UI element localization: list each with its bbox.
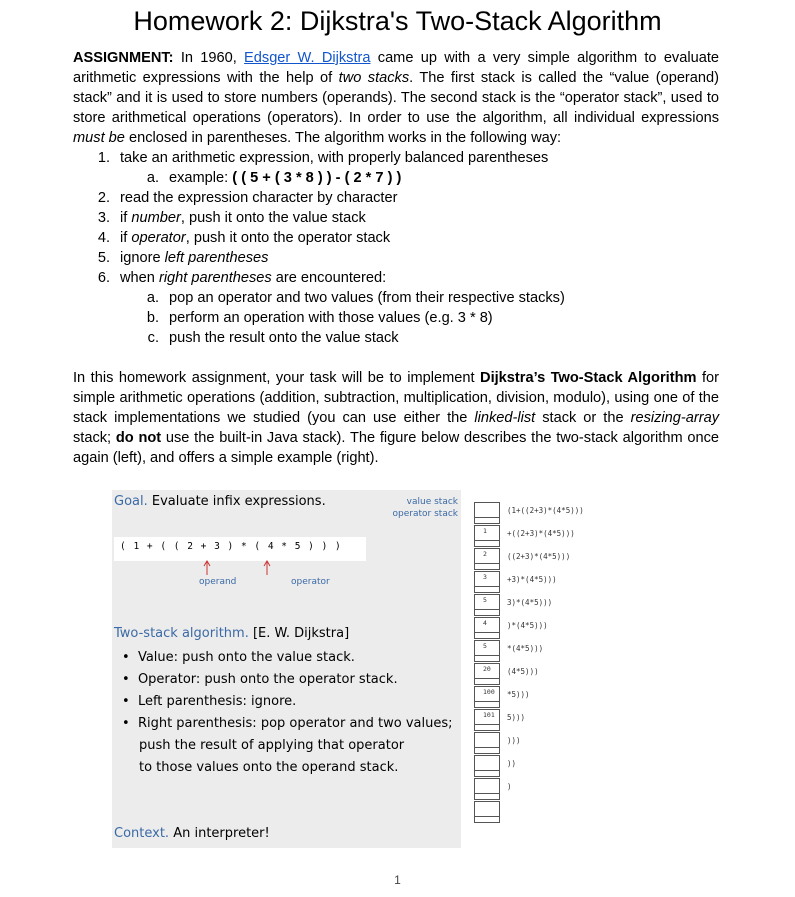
value-stack-box <box>474 778 500 794</box>
bullet-text: Operator: push onto the operator stack. <box>137 672 398 687</box>
example-label: example: <box>169 170 233 186</box>
list-number: b. <box>146 310 159 326</box>
list-text: perform an operation with those values (e.g. 3 * 8) <box>169 310 493 326</box>
page-title: Homework 2: Dijkstra's Two-Stack Algorithm <box>133 6 662 36</box>
bullet-item: • Right parenthesis: pop operator and two values; <box>122 716 453 731</box>
stack-value: 101 <box>483 711 495 719</box>
step-emphasis: number <box>131 210 181 226</box>
list-text: pop an operator and two values (from their respective stacks) <box>169 290 565 306</box>
trace-input: (4*5))) <box>507 667 539 676</box>
intro-text: In 1960, <box>173 50 245 66</box>
infix-expression: ( 1 + ( ( 2 + 3 ) * ( 4 * 5 ) ) ) <box>120 541 342 552</box>
step-text: , push it onto the value stack <box>180 210 366 226</box>
operator-stack-box <box>474 724 500 731</box>
stack-value: 20 <box>483 665 491 673</box>
list-number: c. <box>147 330 159 346</box>
goal-label: Goal. <box>114 494 148 509</box>
operator-stack-box <box>474 517 500 524</box>
bullet-item: • Operator: push onto the operator stack. <box>122 672 398 687</box>
list-number: 1. <box>97 150 110 166</box>
intro-text: enclosed in parentheses. The algorithm works in the following way: <box>124 130 562 146</box>
value-stack-box <box>474 502 500 518</box>
algo-credit: [E. W. Dijkstra] <box>252 626 350 641</box>
task-text: In this homework assignment, your task will be to implement <box>73 370 481 386</box>
trace-input: ))) <box>507 736 521 745</box>
value-stack-box <box>474 640 500 656</box>
operator-stack-box <box>474 540 500 547</box>
list-text: read the expression character by character <box>120 190 398 206</box>
value-stack-box <box>474 548 500 564</box>
bullet-text: Value: push onto the value stack. <box>137 650 355 665</box>
bullet-item: • Value: push onto the value stack. <box>122 650 355 665</box>
stack-value: 3 <box>483 573 487 581</box>
value-stack-box <box>474 801 500 817</box>
list-number: 2. <box>97 190 110 206</box>
step-text: if <box>120 230 132 246</box>
trace-input: 3)*(4*5))) <box>507 598 553 607</box>
trace-input: *5))) <box>507 690 530 699</box>
task-bold: do not <box>115 430 162 446</box>
operand-label: operand <box>199 577 237 587</box>
step-emphasis: right parentheses <box>158 270 272 286</box>
stack-value: 2 <box>483 550 487 558</box>
list-number: 5. <box>97 250 110 266</box>
stack-value: 4 <box>483 619 487 627</box>
operator-stack-box <box>474 678 500 685</box>
list-number: 4. <box>97 230 110 246</box>
intro-text: . The first stack is called the “value (operand) stack” and it is used to store numbers (operands). The second stack is the “operator stack”, used to store arithmetical operations (operators). In order to use the algorithm, all individual expressions <box>73 70 720 126</box>
task-bold: Dijkstra’s Two-Stack Algorithm <box>480 370 697 386</box>
trace-input: (1+((2+3)*(4*5))) <box>507 506 584 515</box>
step-text: ignore <box>120 250 165 266</box>
algorithm-heading <box>114 626 349 641</box>
task-text: stack or the <box>535 410 631 426</box>
example-expression: ( ( 5 + ( 3 * 8 ) ) - ( 2 * 7 ) ) <box>232 170 402 186</box>
list-number: 6. <box>97 270 110 286</box>
list-number: 3. <box>97 210 110 226</box>
task-text: for simple arithmetic operations (addition, subtraction, multiplication, division, modulo), using one of the stack implementations we studied (you can use either the <box>73 370 719 426</box>
context-label: Context. <box>114 826 170 841</box>
bullet-text: Left parenthesis: ignore. <box>137 694 297 709</box>
task-emphasis: resizing-array <box>630 410 719 426</box>
step-text: if <box>120 210 132 226</box>
list-text: push the result onto the value stack <box>169 330 399 346</box>
intro-text: came up with a very simple algorithm to evaluate arithmetic expressions with the help of <box>73 50 719 86</box>
value-stack-box <box>474 594 500 610</box>
trace-input: +3)*(4*5))) <box>507 575 557 584</box>
step-emphasis: operator <box>131 230 186 246</box>
step-text: are encountered: <box>271 270 387 286</box>
operator-stack-box <box>474 747 500 754</box>
value-stack-label: value stack <box>406 497 458 507</box>
operator-stack-box <box>474 655 500 662</box>
bullet-text: Right parenthesis: pop operator and two values; <box>137 716 453 731</box>
step-text: when <box>120 270 159 286</box>
bullet-continuation: to those values onto the operand stack. <box>139 760 399 775</box>
stack-value: 100 <box>483 688 495 696</box>
value-stack-box <box>474 617 500 633</box>
dijkstra-link[interactable]: Edsger W. Dijkstra <box>244 50 371 66</box>
intro-emphasis: must be <box>73 130 125 146</box>
page-number: 1 <box>394 873 401 887</box>
trace-input: +((2+3)*(4*5))) <box>507 529 575 538</box>
list-number: a. <box>146 170 159 186</box>
intro-emphasis: two stacks <box>338 70 410 86</box>
operator-stack-box <box>474 609 500 616</box>
trace-input: ) <box>507 782 512 791</box>
value-stack-box <box>474 525 500 541</box>
operator-stack-box <box>474 586 500 593</box>
step-text: , push it onto the operator stack <box>185 230 391 246</box>
task-emphasis: linked-list <box>474 410 536 426</box>
assignment-label: ASSIGNMENT: <box>73 50 174 66</box>
value-stack-box <box>474 732 500 748</box>
operator-stack-box <box>474 563 500 570</box>
stack-value: 5 <box>483 642 487 650</box>
operator-stack-box <box>474 816 500 823</box>
trace-input: )) <box>507 759 517 768</box>
trace-input: ((2+3)*(4*5))) <box>507 552 571 561</box>
task-text: use the built-in Java stack). The figure below describes the two-stack algorithm once again (left), and offers a simple example (right). <box>73 430 720 466</box>
trace-input: )*(4*5))) <box>507 621 548 630</box>
operator-stack-label: operator stack <box>392 509 458 519</box>
trace-input: *(4*5))) <box>507 644 544 653</box>
stack-value: 1 <box>483 527 487 535</box>
list-text: take an arithmetic expression, with properly balanced parentheses <box>120 150 549 166</box>
bullet-item: • Left parenthesis: ignore. <box>122 694 297 709</box>
operator-label: operator <box>291 577 330 587</box>
trace-input: 5))) <box>507 713 526 722</box>
operator-stack-box <box>474 770 500 777</box>
step-emphasis: left parentheses <box>164 250 269 266</box>
context-text: An interpreter! <box>173 826 270 841</box>
value-stack-box <box>474 571 500 587</box>
goal-text: Evaluate infix expressions. <box>151 494 326 509</box>
operator-stack-box <box>474 793 500 800</box>
algo-label: Two-stack algorithm. <box>114 626 249 641</box>
operator-stack-box <box>474 632 500 639</box>
bullet-continuation: push the result of applying that operator <box>139 738 405 753</box>
task-text: stack; <box>73 430 116 446</box>
list-number: a. <box>146 290 159 306</box>
value-stack-box <box>474 755 500 771</box>
operator-stack-box <box>474 701 500 708</box>
stack-value: 5 <box>483 596 487 604</box>
figure-context <box>114 826 270 841</box>
